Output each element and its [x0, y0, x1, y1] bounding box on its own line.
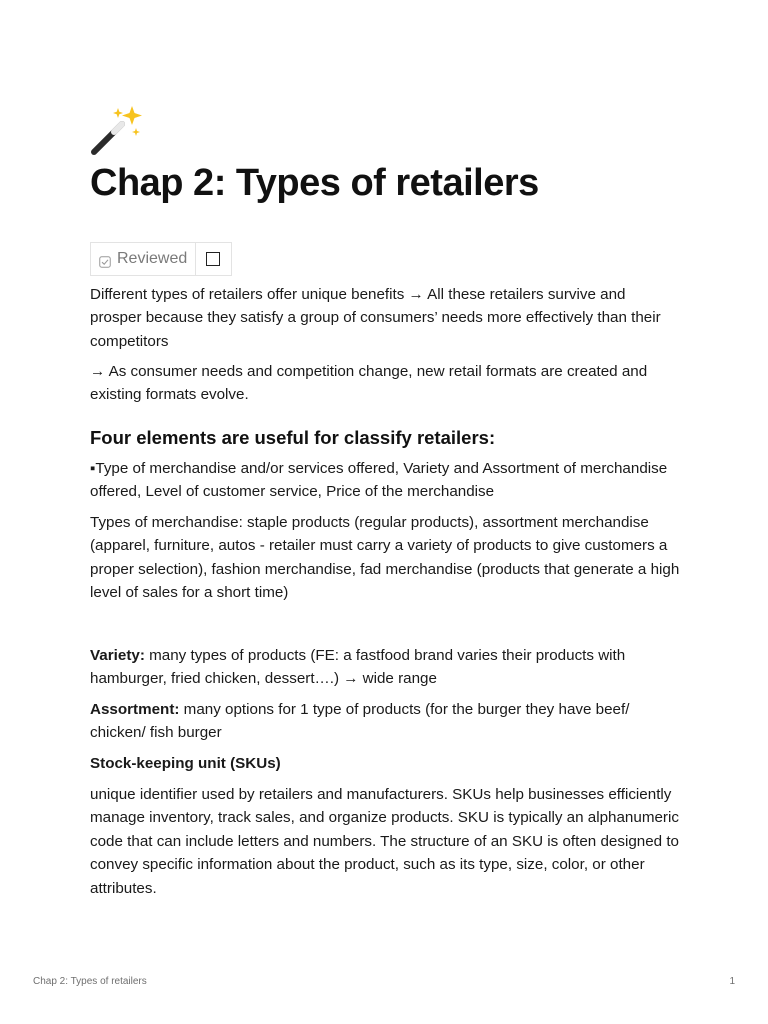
- footer-page-number: 1: [729, 976, 735, 987]
- reviewed-checkbox[interactable]: [206, 252, 220, 266]
- paragraph-formats: → As consumer needs and competition change, new retail formats are created and existing formats evolve.: [90, 363, 648, 404]
- page-title: Chap 2: Types of retailers: [90, 162, 539, 204]
- paragraph-sku: unique identifier used by retailers and manufacturers. SKUs help businesses efficiently manage inventory, track sales, and organize products. SKU is typically an alphanumeric code that can include letters and numbers. The structure of an SKU is often designed to convey specific information about the product, such as its type, size, color, or other attributes.: [90, 786, 680, 897]
- assortment-label: Assortment:: [90, 701, 180, 718]
- footer-title: Chap 2: Types of retailers: [33, 976, 147, 987]
- paragraph-intro: Different types of retailers offer unique benefits → All these retailers survive and prosper because they satisfy a group of consumers’ needs more effectively than their competitors: [90, 286, 661, 350]
- paragraph-variety: [90, 644, 680, 691]
- property-name-cell: [91, 243, 196, 275]
- magic-wand-icon: [88, 104, 144, 156]
- variety-text: many types of products (FE: a fastfood brand varies their products with hamburger, fried chicken, dessert….) → wide range: [90, 647, 626, 688]
- property-value-cell: [196, 243, 231, 275]
- paragraph-elements: ▪Type of merchandise and/or services offered, Variety and Assortment of merchandise offered, Level of customer service, Price of the merchandise: [90, 460, 668, 501]
- section-heading-classify: Four elements are useful for classify retailers:: [90, 427, 496, 448]
- property-name-label: Reviewed: [117, 250, 188, 267]
- paragraph-assortment: [90, 698, 680, 745]
- variety-label: Variety:: [90, 647, 145, 664]
- assortment-text: many options for 1 type of products (for the burger they have beef/ chicken/ fish burger: [90, 701, 630, 742]
- checkbox-property-icon: [99, 256, 111, 268]
- paragraph-merchandise: Types of merchandise: staple products (regular products), assortment merchandise (apparel, furniture, autos - retailer must carry a variety of products to give customers a proper selection), fashion merchandise, fad merchandise (products that generate a high level of sales for a short time): [90, 514, 680, 602]
- property-reviewed: [90, 242, 232, 276]
- sku-heading: Stock-keeping unit (SKUs): [90, 755, 281, 772]
